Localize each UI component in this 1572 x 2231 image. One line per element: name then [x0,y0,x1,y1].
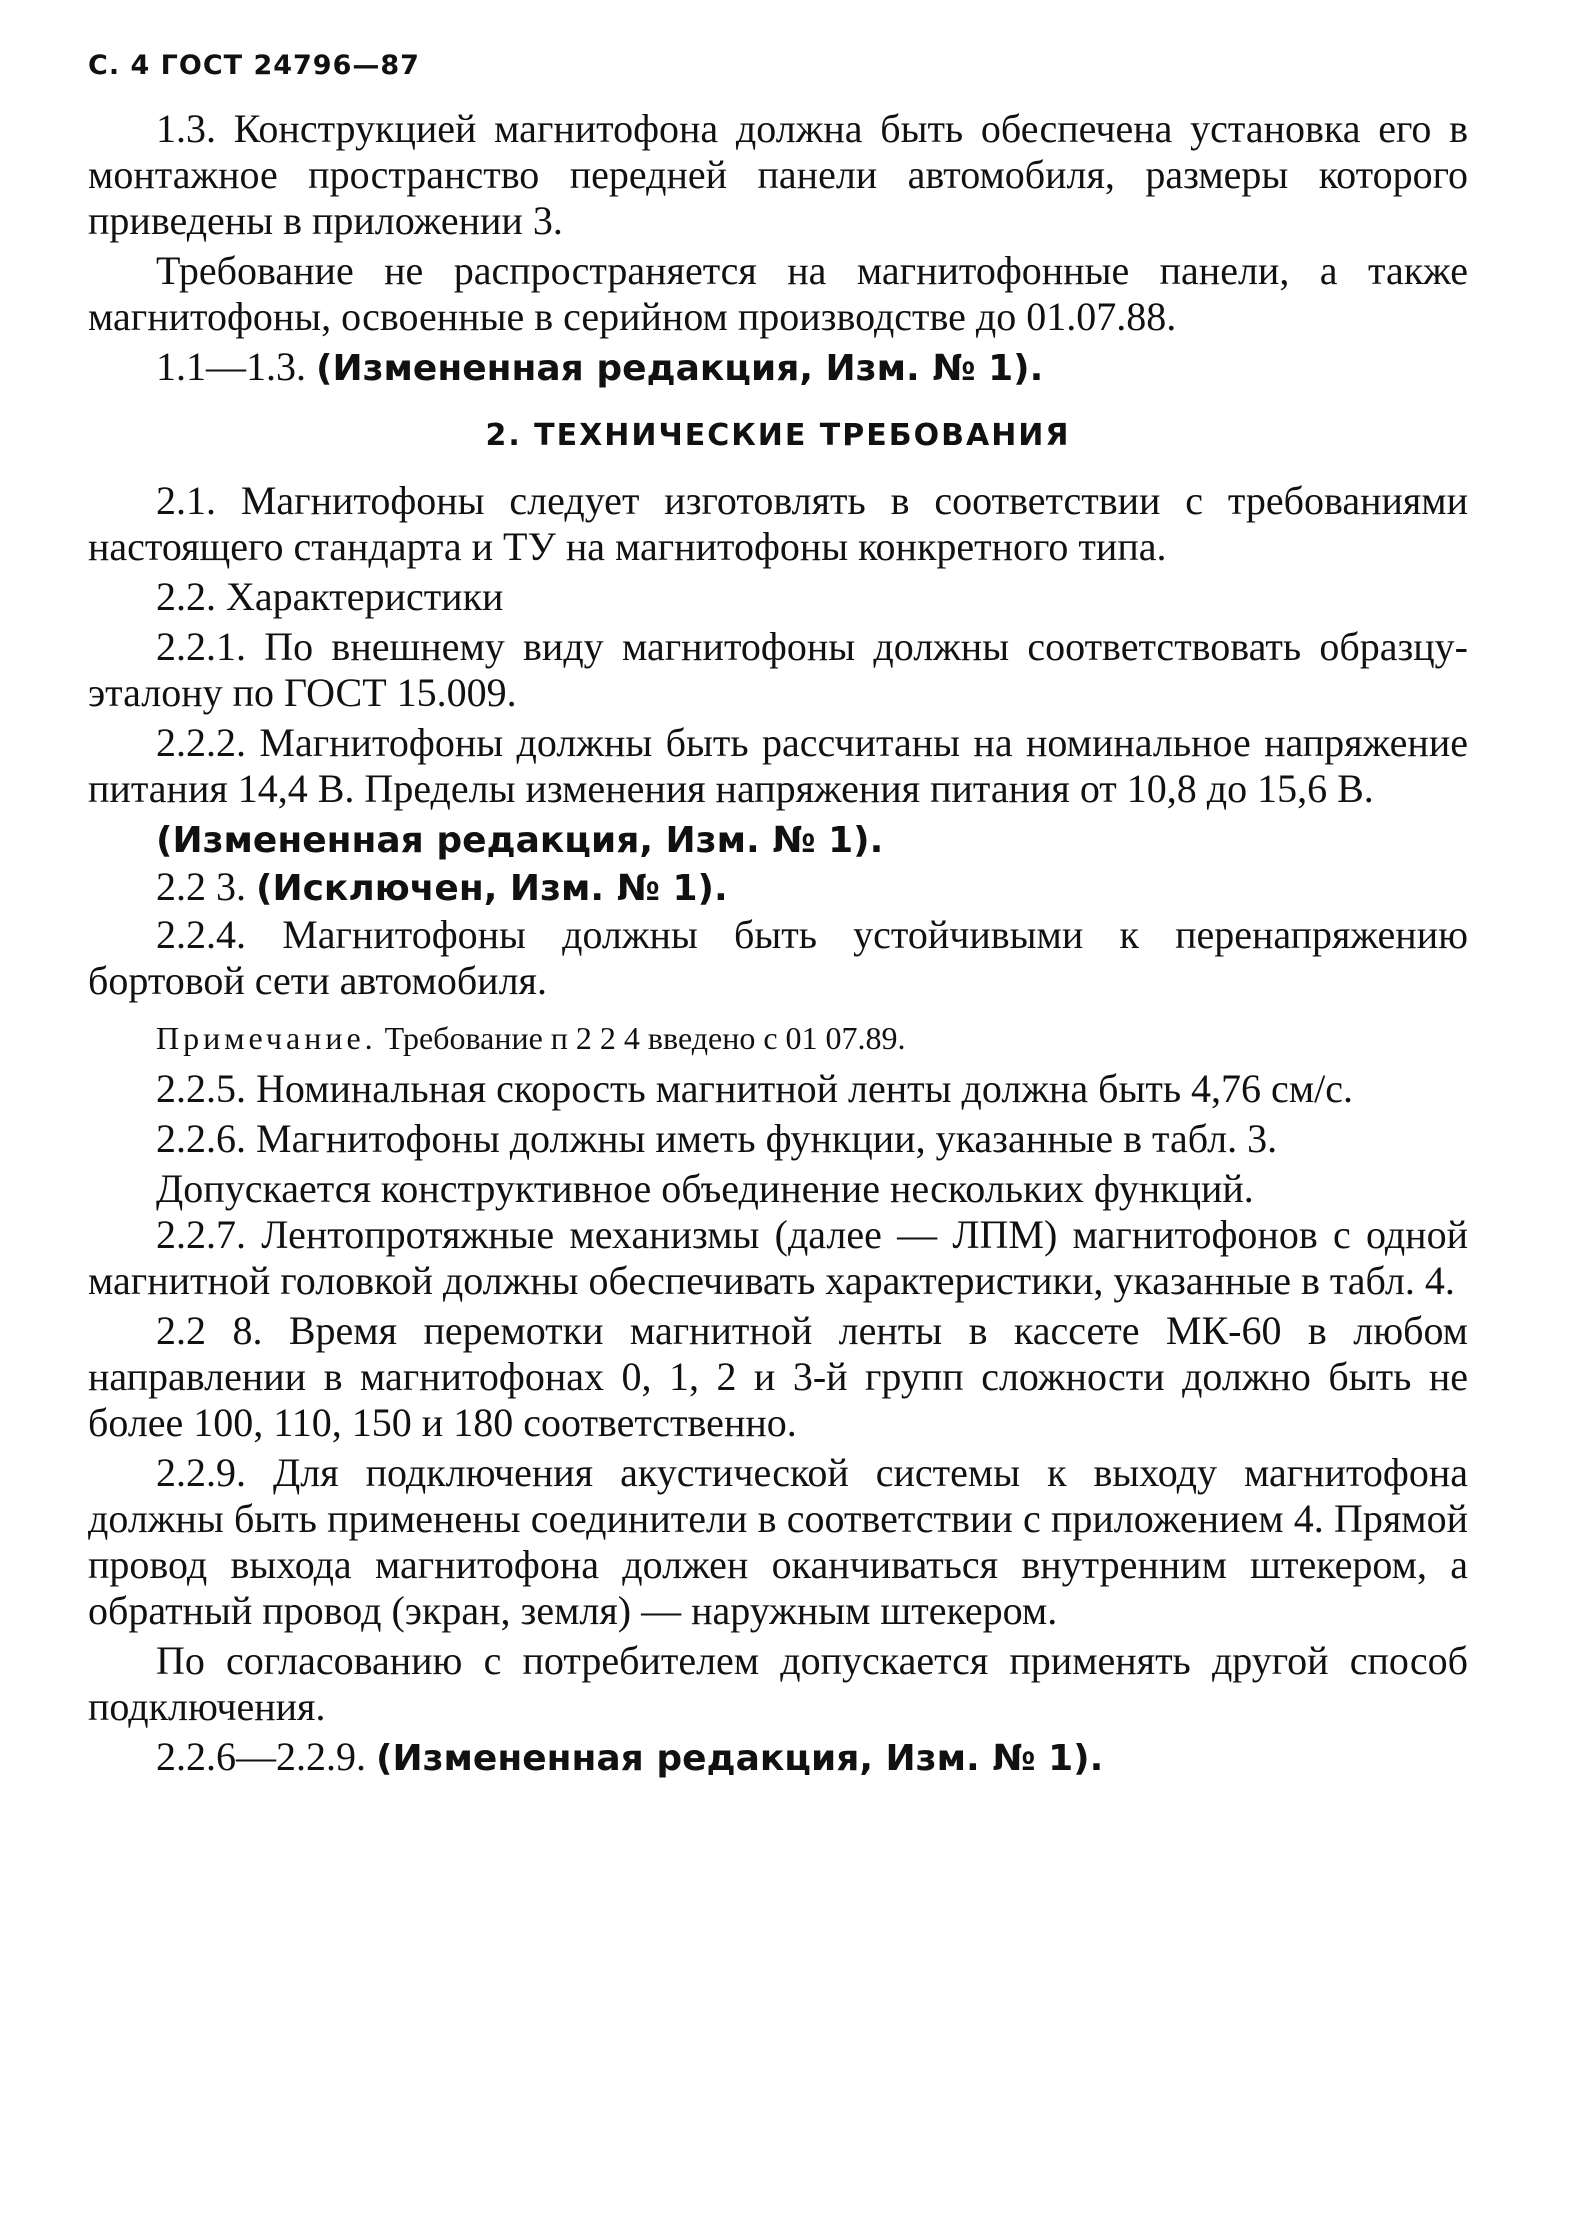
amendment-1-1-1-3 [88,344,1468,392]
clause-2-2-4: 2.2.4. Магнитофоны должны быть устойчивыми к перенапряжению бортовой сети автомобиля. [88,912,1468,1003]
clause-2-2-2: 2.2.2. Магнитофоны должны быть рассчитаны на номинальное напряжение питания 14,4 В. Пределы изменения напряжения питания от 10,8 до 15,6 В. [88,720,1468,811]
clause-2-2-1: 2.2.1. По внешнему виду магнитофоны должны соответствовать образцу-эталону по ГОСТ 15.009. [88,624,1468,715]
clause-1-3: 1.3. Конструкцией магнитофона должна быть обеспечена установка его в монтажное пространство передней панели автомобиля, размеры которого приведены в приложении 3. [88,106,1468,243]
clause-ref: 2.2 3. [156,864,246,909]
amendment-text: (Измененная редакция, Изм. № 1). [316,348,1044,389]
clause-2-2: 2.2. Характеристики [156,574,504,619]
clause-2-2-8: 2.2 8. Время перемотки магнитной ленты в кассете МК-60 в любом направлении в магнитофонах 0, 1, 2 и 3-й групп сложности должно быть не более 100, 110, 150 и 180 соответственно. [88,1308,1468,1445]
clause-excluded-text: (Исключен, Изм. № 1). [256,868,728,909]
clause-2-2-6: 2.2.6. Магнитофоны должны иметь функции, указанные в табл. 3. [156,1116,1278,1161]
clause-2-2-5: 2.2.5. Номинальная скорость магнитной ленты должна быть 4,76 см/с. [156,1066,1353,1111]
section-title: 2. ТЕХНИЧЕСКИЕ ТРЕБОВАНИЯ [485,418,1071,453]
clause-2-2-9-agreement: По согласованию с потребителем допускается применять другой способ подключения. [88,1638,1468,1729]
document-page [88,40,1468,1782]
note-text: Требование п 2 2 4 введено с 01 07.89. [384,1020,906,1056]
amendment-text: (Измененная редакция, Изм. № 1). [156,820,884,861]
clause-2-2-7: 2.2.7. Лентопротяжные механизмы (далее — ЛПМ) магнитофонов с одной магнитной головкой должны обеспечивать характеристики, указанные в табл. 4. [88,1212,1468,1303]
clause-2-2-3 [88,864,1468,912]
note [88,1018,1468,1058]
page-header: С. 4 ГОСТ 24796—87 [88,50,420,81]
amendment-2-2-2 [88,816,1468,864]
amendment-ref: 1.1—1.3. [156,344,306,389]
amendment-2-2-6-2-2-9 [88,1734,1468,1782]
clause-1-3-requirement: Требование не распространяется на магнитофонные панели, а также магнитофоны, освоенные в серийном производстве до 01.07.88. [88,248,1468,339]
clause-2-2-6-allowance: Допускается конструктивное объединение нескольких функций. [156,1166,1254,1211]
amendment-text: (Измененная редакция, Изм. № 1). [376,1738,1104,1779]
amendment-ref: 2.2.6—2.2.9. [156,1734,366,1779]
note-label: Примечание. [156,1020,377,1056]
clause-2-2-9: 2.2.9. Для подключения акустической системы к выходу магнитофона должны быть применены соединители в соответствии с приложением 4. Прямой провод выхода магнитофона должен оканчиваться внутренним штекером, а обратный провод (экран, земля) — наружным штекером. [88,1450,1468,1633]
clause-2-1: 2.1. Магнитофоны следует изготовлять в соответствии с требованиями настоящего стандарта и ТУ на магнитофоны конкретного типа. [88,478,1468,569]
